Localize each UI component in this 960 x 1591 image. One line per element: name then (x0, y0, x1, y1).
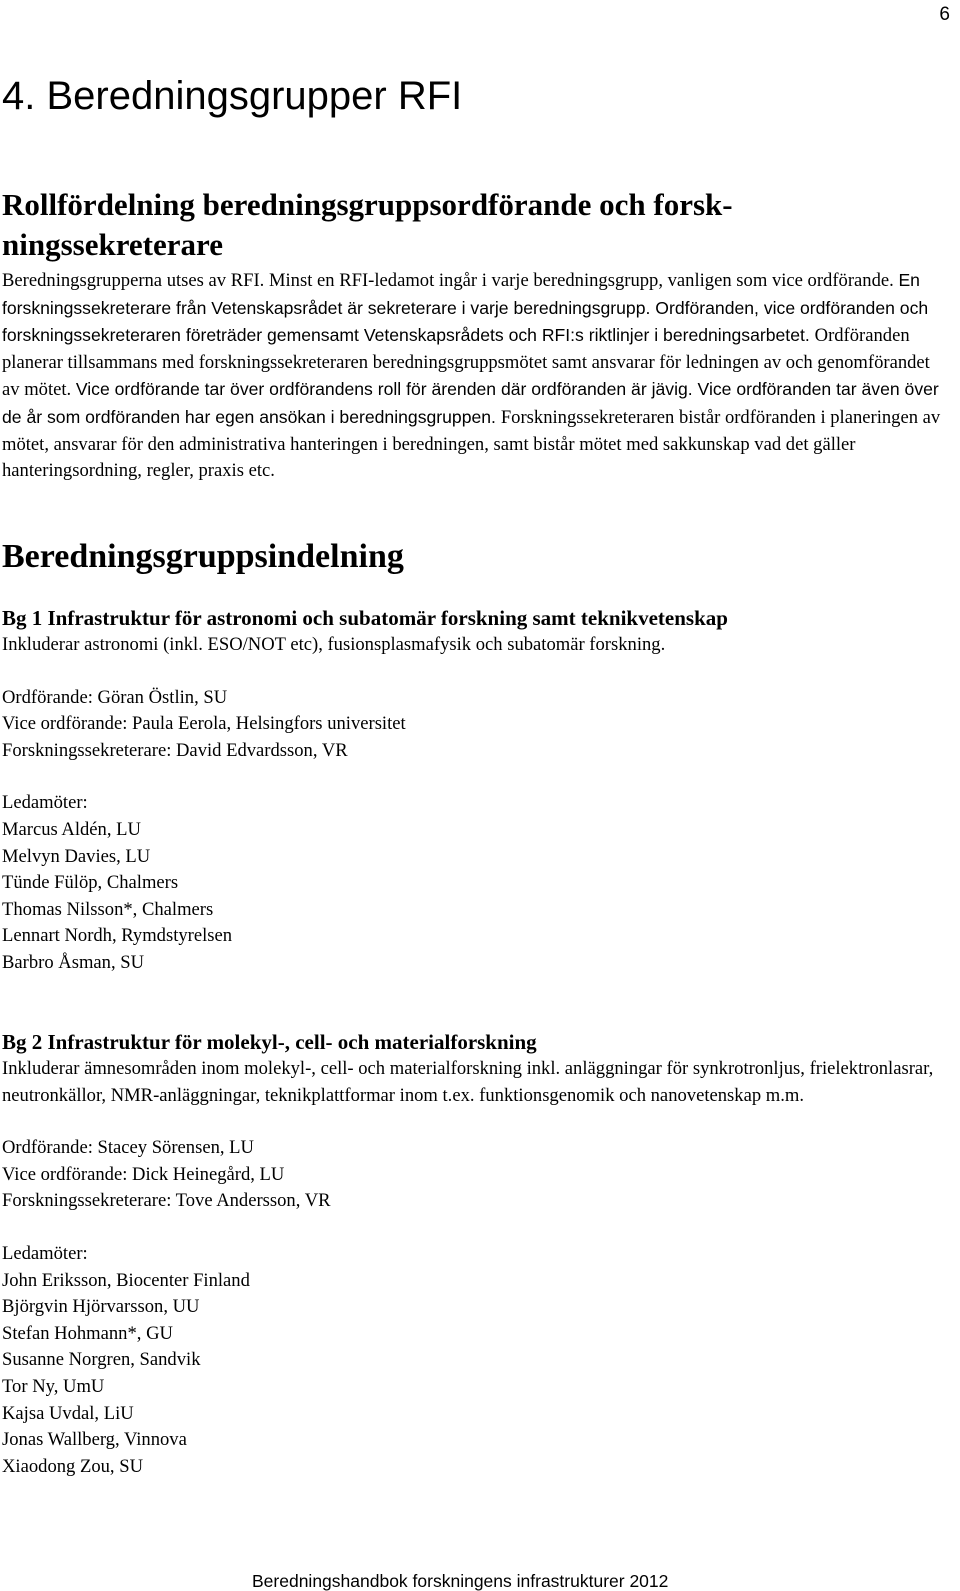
member: Jonas Wallberg, Vinnova (2, 1429, 187, 1451)
group-chair: Ordförande: Stacey Sörensen, LU (2, 1137, 254, 1159)
member: Barbro Åsman, SU (2, 951, 145, 973)
intro-sentence-4: Vice ordförande tar över ordförandens roll för ärenden där ordföranden är jävig. Vice ordföranden tar även över de år som ordföranden har egen ansökan i beredningsgruppen. (2, 379, 939, 427)
group-bg1 (2, 604, 950, 977)
intro-sentence-5: Forskningssekreteraren bistår ordföranden i planeringen av mötet, ansvarar för den administrativa hanteringen i beredningen, samt bistår mötet med sakkunskap vad det gäller hanteringsordning, regler, praxis etc. (2, 406, 941, 482)
member: Tor Ny, UmU (2, 1375, 105, 1397)
page-footer: Beredningshandbok forskningens infrastrukturer 2012 (252, 1571, 669, 1591)
group-description: Inkluderar astronomi (inkl. ESO/NOT etc), fusionsplasmafysik och subatomär forskning. (2, 634, 666, 655)
group-title: Bg 2 Infrastruktur för molekyl-, cell- och materialforskning (2, 1030, 537, 1054)
group-secretary: Forskningssekreterare: David Edvardsson, VR (2, 739, 348, 761)
chapter-title: 4. Beredningsgrupper RFI (2, 74, 463, 118)
member: Kajsa Uvdal, LiU (2, 1402, 134, 1424)
intro-paragraph (2, 267, 950, 485)
member: Stefan Hohmann*, GU (2, 1322, 173, 1344)
member: Xiaodong Zou, SU (2, 1455, 143, 1477)
section-title-indelning: Beredningsgruppsindelning (2, 538, 404, 575)
intro-sentence-3: Ordföranden planerar tillsammans med forskningssekreteraren beredningsgruppsmötet samt ansvarar för ledningen av och genomförandet av mötet. (2, 325, 930, 401)
member: John Eriksson, Biocenter Finland (2, 1269, 250, 1291)
group-vice-chair: Vice ordförande: Paula Eerola, Helsingfors universitet (2, 713, 406, 735)
section-title-rollfordelning: Rollfördelning beredningsgruppsordförande och forsk-ningssekreterare (2, 187, 733, 262)
member: Lennart Nordh, Rymdstyrelsen (2, 925, 233, 947)
member: Marcus Aldén, LU (2, 818, 141, 840)
member: Björgvin Hjörvarsson, UU (2, 1296, 200, 1318)
member: Melvyn Davies, LU (2, 845, 151, 867)
group-title: Bg 1 Infrastruktur för astronomi och subatomär forskning samt teknikvetenskap (2, 606, 728, 630)
member: Susanne Norgren, Sandvik (2, 1349, 201, 1371)
group-bg2 (2, 1028, 950, 1480)
intro-sentence-1: Beredningsgrupperna utses av RFI. Minst en RFI-ledamot ingår i varje beredningsgrupp, vanligen som vice ordförande. (2, 270, 899, 291)
page-number: 6 (939, 4, 950, 25)
group-vice-chair: Vice ordförande: Dick Heinegård, LU (2, 1163, 285, 1185)
member: Tünde Fülöp, Chalmers (2, 872, 179, 894)
group-secretary: Forskningssekreterare: Tove Andersson, VR (2, 1190, 331, 1212)
members-label: Ledamöter: (2, 792, 88, 814)
member: Thomas Nilsson*, Chalmers (2, 898, 214, 920)
group-description: Inkluderar ämnesområden inom molekyl-, cell- och materialforskning inkl. anläggningar för synkrotronljus, frielektronlasrar, neutronkällor, NMR-anläggningar, teknikplattformar inom t.ex. funktionsgenomik och nanovetenskap m.m. (2, 1058, 934, 1106)
intro-sentence-2: En forskningssekreterare från Vetenskapsrådet är sekreterare i varje beredningsgrupp. Ordföranden, vice ordföranden och forskningssekreteraren företräder gemensamt Vetenskapsrådets och RFI:s riktlinjer i beredningsarbetet. (2, 270, 929, 346)
group-chair: Ordförande: Göran Östlin, SU (2, 686, 228, 708)
members-label: Ledamöter: (2, 1242, 88, 1264)
